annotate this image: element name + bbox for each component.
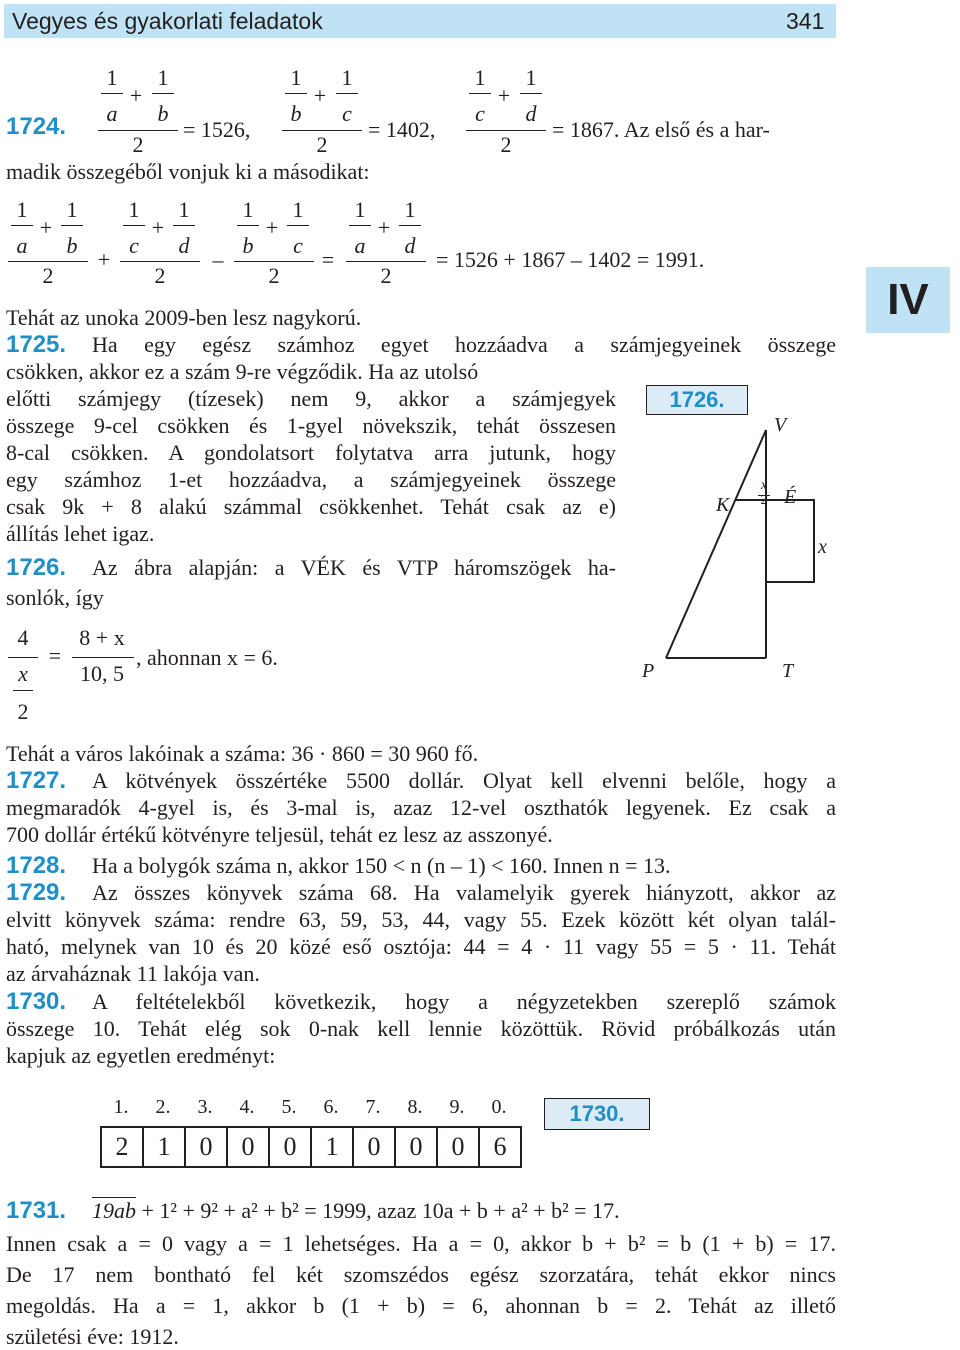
equation-rhs: = 1402, (368, 117, 436, 142)
position-label: 0. (491, 1096, 507, 1118)
main-frac-bar (8, 261, 88, 262)
frac-bar (520, 93, 542, 94)
text-line: 8-cal csökken. A gondolatsort folytatva arra jutunk, hogy (6, 440, 616, 465)
frac-den: 2 (17, 699, 29, 724)
frac-bar (336, 93, 358, 94)
position-label: 4. (239, 1096, 255, 1118)
main-frac-bar (234, 261, 314, 262)
frac-bar (11, 225, 33, 226)
frac-den: d (178, 233, 190, 258)
frac-den: 2 (316, 132, 328, 157)
frac-den: a (354, 233, 366, 258)
page-number: 341 (786, 8, 825, 34)
frac-den: a (16, 233, 28, 258)
frac-num: 1 (525, 65, 537, 90)
text-line: Tehát a város lakóinak a száma: 36 · 860 = 30 960 fő. (6, 741, 479, 766)
position-label: 6. (323, 1096, 339, 1118)
label-T: T (782, 660, 794, 682)
frac-num: x (18, 661, 28, 686)
frac-bar (173, 225, 195, 226)
label-x-half-den: 2 (760, 493, 768, 508)
problem-number-1730: 1730. (6, 988, 67, 1015)
text-line: elvitt könyvek száma: rendre 63, 59, 53, 44, vagy 55. Ezek között két olyan talál- (6, 907, 836, 932)
frac-num: 1 (106, 65, 118, 90)
text-line: Az ábra alapján: a VÉK és VTP háromszögek ha- (92, 555, 616, 580)
frac-den: 10, 5 (80, 661, 124, 686)
problem-number-1727: 1727. (6, 767, 67, 794)
plus-sign: + (313, 83, 327, 108)
label-P: P (642, 660, 655, 682)
equation-rhs: = 1526, (183, 117, 251, 142)
frac-num: 1 (341, 65, 353, 90)
text-line: állítás lehet igaz. (6, 521, 155, 546)
text-line: összege 10. Tehát elég sok 0-nak kell lennie közöttük. Rövid próbálkozás után (6, 1016, 836, 1041)
overlined-number: 19ab (92, 1198, 136, 1223)
frac-den: d (404, 233, 416, 258)
text-line: De 17 nem bontható fel két szomszédos egész szorzatára, tehát ekkor nincs (6, 1262, 836, 1287)
text-line: sonlók, így (6, 585, 104, 610)
frac-bar (8, 657, 38, 658)
operator: + (97, 247, 111, 272)
frac-bar (72, 657, 134, 658)
text-line: Tehát az unoka 2009-ben lesz nagykorú. (6, 305, 362, 330)
frac-num: 1 (242, 197, 254, 222)
digit-cell: 2 (101, 1127, 143, 1167)
frac-den: c (342, 101, 352, 126)
main-frac-bar (466, 130, 546, 131)
chapter-tab-label: IV (887, 275, 929, 324)
table-row (101, 1127, 521, 1167)
frac-num: 1 (354, 197, 366, 222)
text-line: összege 9-cel csökken és 1-gyel növekszik, tehát összesen (6, 413, 616, 438)
text-line: előtti számjegy (tízesek) nem 9, akkor a számjegyek (6, 386, 616, 411)
frac-den: 2 (154, 263, 166, 288)
frac-bar (349, 225, 371, 226)
problem-number-1731: 1731. (6, 1197, 67, 1224)
position-label: 5. (281, 1096, 297, 1118)
equation-rhs: = 1526 + 1867 – 1402 = 1991. (436, 247, 705, 272)
frac-num: 1 (178, 197, 190, 222)
frac-num: 8 + x (79, 625, 125, 650)
position-label: 3. (197, 1096, 213, 1118)
digit-cell: 1 (143, 1127, 185, 1167)
text-line: csökken, akkor ez a szám 9-re végződik. Ha az utolsó (6, 359, 479, 384)
label-x-side: x (818, 536, 827, 558)
operator: = (321, 247, 335, 272)
frac-bar (469, 93, 491, 94)
operator: = (48, 643, 62, 668)
position-label: 9. (449, 1096, 465, 1118)
main-frac-bar (282, 130, 362, 131)
frac-den: c (129, 233, 139, 258)
frac-den: b (157, 101, 169, 126)
frac-den: a (106, 101, 118, 126)
frac-bar (285, 93, 307, 94)
frac-den: b (242, 233, 254, 258)
frac-bar (152, 93, 174, 94)
section-title: Vegyes és gyakorlati feladatok (12, 8, 323, 34)
label-x-half-num: x (760, 478, 768, 493)
text-line: megoldás. Ha a = 1, akkor b (1 + b) = 6, ahonnan b = 2. Tehát az illető (6, 1293, 836, 1318)
text-line: Ha egy egész számhoz egyet hozzáadva a számjegyeinek összege (92, 332, 836, 357)
frac-num: 4 (17, 625, 29, 650)
frac-num: 1 (404, 197, 416, 222)
problem-number-1729: 1729. (6, 879, 67, 906)
main-frac-bar (120, 261, 200, 262)
label-V: V (774, 414, 787, 436)
frac-bar (13, 690, 33, 691)
digit-position-labels (100, 1096, 520, 1119)
frac-num: 1 (474, 65, 486, 90)
digit-cell: 0 (353, 1127, 395, 1167)
text-line: ható, melynek van 10 és 20 közé eső osztója: 44 = 4 · 11 vagy 55 = 5 · 11. Tehát (6, 934, 836, 959)
text-line: A kötvények összértéke 5500 dollár. Olyat kell elvenni belőle, hogy a (92, 768, 836, 793)
frac-den: 2 (500, 132, 512, 157)
text-line: kapjuk az egyetlen eredményt: (6, 1043, 276, 1068)
label-K: K (716, 494, 730, 516)
text-line: egy számhoz 1-et hozzáadva, a számjegyeinek összege (6, 467, 616, 492)
position-label: 7. (365, 1096, 381, 1118)
position-label: 2. (155, 1096, 171, 1118)
frac-bar (101, 93, 123, 94)
frac-den: 2 (42, 263, 54, 288)
digit-cell: 0 (437, 1127, 479, 1167)
text-line: csak 9k + 8 alakú számmal csökkenhet. Tehát csak az e) (6, 494, 616, 519)
frac-num: 1 (66, 197, 78, 222)
frac-num: 1 (290, 65, 302, 90)
problem-number-1725: 1725. (6, 331, 67, 358)
main-frac-bar (98, 130, 178, 131)
digit-table (100, 1126, 522, 1168)
frac-den: 2 (132, 132, 144, 157)
position-label: 8. (407, 1096, 423, 1118)
frac-den: c (475, 101, 485, 126)
text-line: 700 dollár értékű kötvényre teljesül, tehát ez lesz az asszonyé. (6, 822, 553, 847)
operator: – (212, 247, 224, 272)
frac-bar (61, 225, 83, 226)
digit-cell: 0 (395, 1127, 437, 1167)
problem-number-1724: 1724. (6, 113, 67, 140)
frac-num: 1 (128, 197, 140, 222)
text-line: madik összegéből vonjuk ki a másodikat: (6, 159, 370, 184)
position-label: 1. (113, 1096, 129, 1118)
frac-den: d (525, 101, 537, 126)
text-line: az árvaháznak 11 lakója van. (6, 961, 260, 986)
chapter-tab (866, 267, 950, 333)
frac-num: 1 (157, 65, 169, 90)
equation-rhs: , ahonnan x = 6. (136, 645, 278, 670)
figure-tag-1730: 1730. (544, 1098, 650, 1130)
plus-sign: + (129, 83, 143, 108)
frac-den: 2 (268, 263, 280, 288)
label-E: É (784, 486, 797, 508)
plus-sign: + (497, 83, 511, 108)
frac-den: b (66, 233, 78, 258)
equation-line (92, 1197, 620, 1224)
text-line: Innen csak a = 0 vagy a = 1 lehetséges. Ha a = 0, akkor b + b² = b (1 + b) = 17. (6, 1231, 836, 1256)
frac-bar (399, 225, 421, 226)
frac-bar (287, 225, 309, 226)
figure-tag-1726: 1726. (646, 385, 748, 415)
digit-cell: 0 (185, 1127, 227, 1167)
frac-bar (123, 225, 145, 226)
problem-number-1728: 1728. (6, 852, 67, 879)
digit-cell: 6 (479, 1127, 521, 1167)
digit-cell: 0 (227, 1127, 269, 1167)
equation-rest: + 1² + 9² + a² + b² = 1999, azaz 10a + b + a² + b² = 17. (136, 1198, 620, 1223)
text-line: A feltételekből következik, hogy a négyzetekben szereplő számok (92, 989, 836, 1014)
digit-cell: 1 (311, 1127, 353, 1167)
frac-num: 1 (292, 197, 304, 222)
frac-num: 1 (16, 197, 28, 222)
frac-den: b (290, 101, 302, 126)
main-frac-bar (346, 261, 426, 262)
frac-den: 2 (380, 263, 392, 288)
text-line: megmaradók 4-gyel is, és 3-mal is, azaz 12-vel oszthatók legyenek. Ez csak a (6, 795, 836, 820)
problem-number-1726: 1726. (6, 554, 67, 581)
frac-bar (237, 225, 259, 226)
equation-rhs: = 1867. Az első és a har- (552, 117, 770, 142)
frac-den: c (293, 233, 303, 258)
text-line: születési éve: 1912. (6, 1324, 179, 1349)
text-line: Ha a bolygók száma n, akkor 150 < n (n – 1) < 160. Innen n = 13. (92, 853, 671, 878)
digit-cell: 0 (269, 1127, 311, 1167)
text-line: Az összes könyvek száma 68. Ha valamelyik gyerek hiányzott, akkor az (92, 880, 836, 905)
